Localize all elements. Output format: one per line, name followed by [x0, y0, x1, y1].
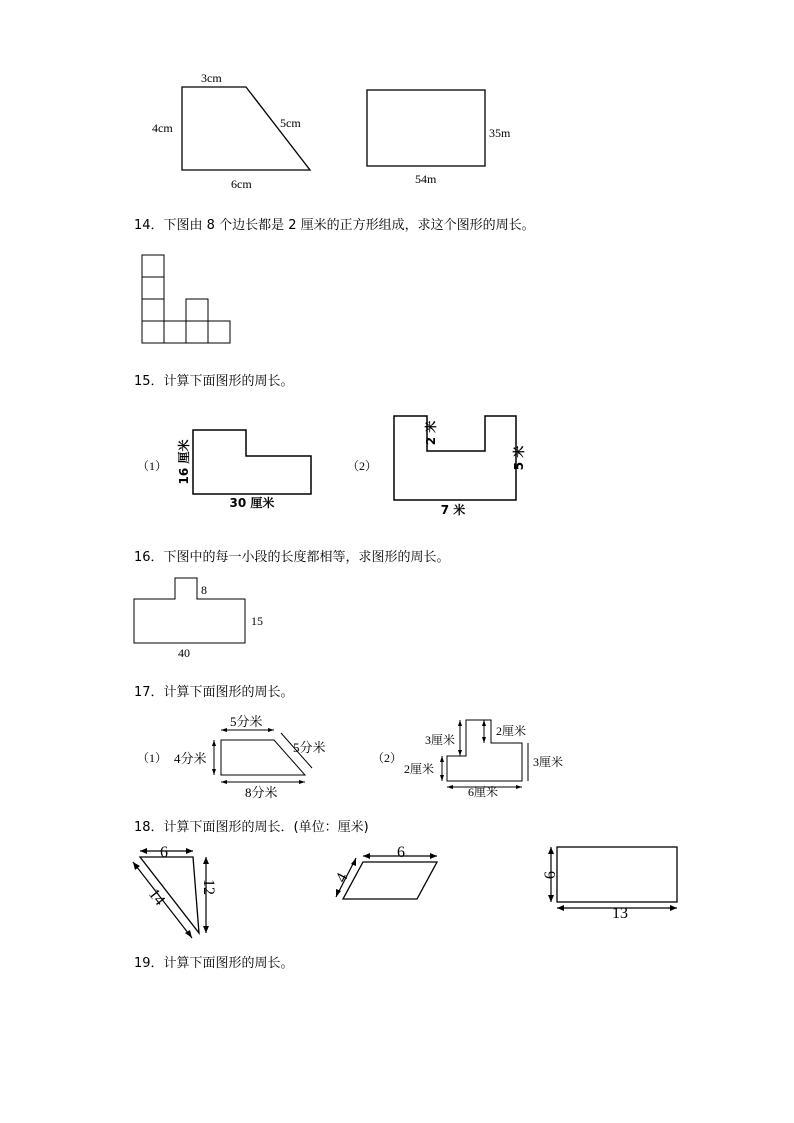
q18-rectangle: [557, 847, 677, 902]
trapezoid-slant-label: 5cm: [280, 116, 301, 130]
question-16: 16．下图中的每一小段的长度都相等，求图形的周长。: [134, 550, 450, 565]
q18-triangle-hyp-label: 14: [144, 885, 169, 909]
q18-parallelogram: [343, 862, 437, 899]
question-14: 14．下图由 8 个边长都是 2 厘米的正方形组成，求这个图形的周长。: [134, 218, 535, 233]
q18-triangle-top-label: 6: [160, 844, 168, 861]
u-shape-width-label: 7 米: [440, 503, 466, 517]
step-top-label: 8: [201, 583, 207, 597]
q15-fig2-tag: （2）: [347, 459, 378, 473]
q17-fig2-left-upper-label: 3厘米: [425, 733, 456, 747]
question-18: 18．计算下面图形的周长．(单位：厘米): [134, 820, 369, 835]
q17-fig1-slant-label: 5分米: [293, 740, 326, 755]
q17-fig2-right-label: 3厘米: [533, 755, 564, 769]
q18-triangle-right-label: 12: [200, 879, 217, 895]
trapezoid-top-label: 3cm: [201, 71, 222, 85]
q18-rectangle-bottom-label: 13: [612, 905, 628, 922]
question-17: 17．计算下面图形的周长。: [134, 685, 294, 700]
rectangle-right-label: 35m: [489, 126, 511, 140]
q15-fig1-tag: （1）: [137, 459, 168, 473]
q17-fig2-tag: （2）: [372, 751, 403, 765]
trapezoid-bottom-label: 6cm: [231, 177, 252, 191]
q18-parallelogram-top-label: 6: [397, 844, 405, 861]
step-bottom-label: 40: [178, 646, 190, 660]
question-19: 19．计算下面图形的周长。: [134, 956, 294, 971]
q17-fig1-left-label: 4分米: [174, 751, 207, 766]
l-shape-width-label: 30 厘米: [229, 496, 275, 510]
q18-rectangle-side-label: 6: [542, 871, 559, 879]
rectangle-bottom-label: 54m: [415, 172, 437, 186]
q17-fig2-bottom-label: 6厘米: [468, 785, 499, 799]
q17-fig1-tag: （1）: [137, 751, 168, 765]
q18-parallelogram-side-label: 4: [332, 870, 352, 886]
u-shape-notch-label: 2 米: [424, 420, 438, 446]
l-shape-height-label: 16 厘米: [177, 439, 191, 485]
q17-fig1-top-label: 5分米: [230, 714, 263, 729]
question-15: 15．计算下面图形的周长。: [134, 374, 294, 389]
q17-fig2-step-label: 2厘米: [496, 724, 527, 738]
q17-fig2-left-lower-label: 2厘米: [404, 762, 435, 776]
u-shape-height-label: 5 米: [512, 445, 526, 471]
step-side-label: 15: [251, 614, 263, 628]
q17-fig1-bottom-label: 8分米: [245, 785, 278, 800]
trapezoid-left-label: 4cm: [152, 121, 173, 135]
